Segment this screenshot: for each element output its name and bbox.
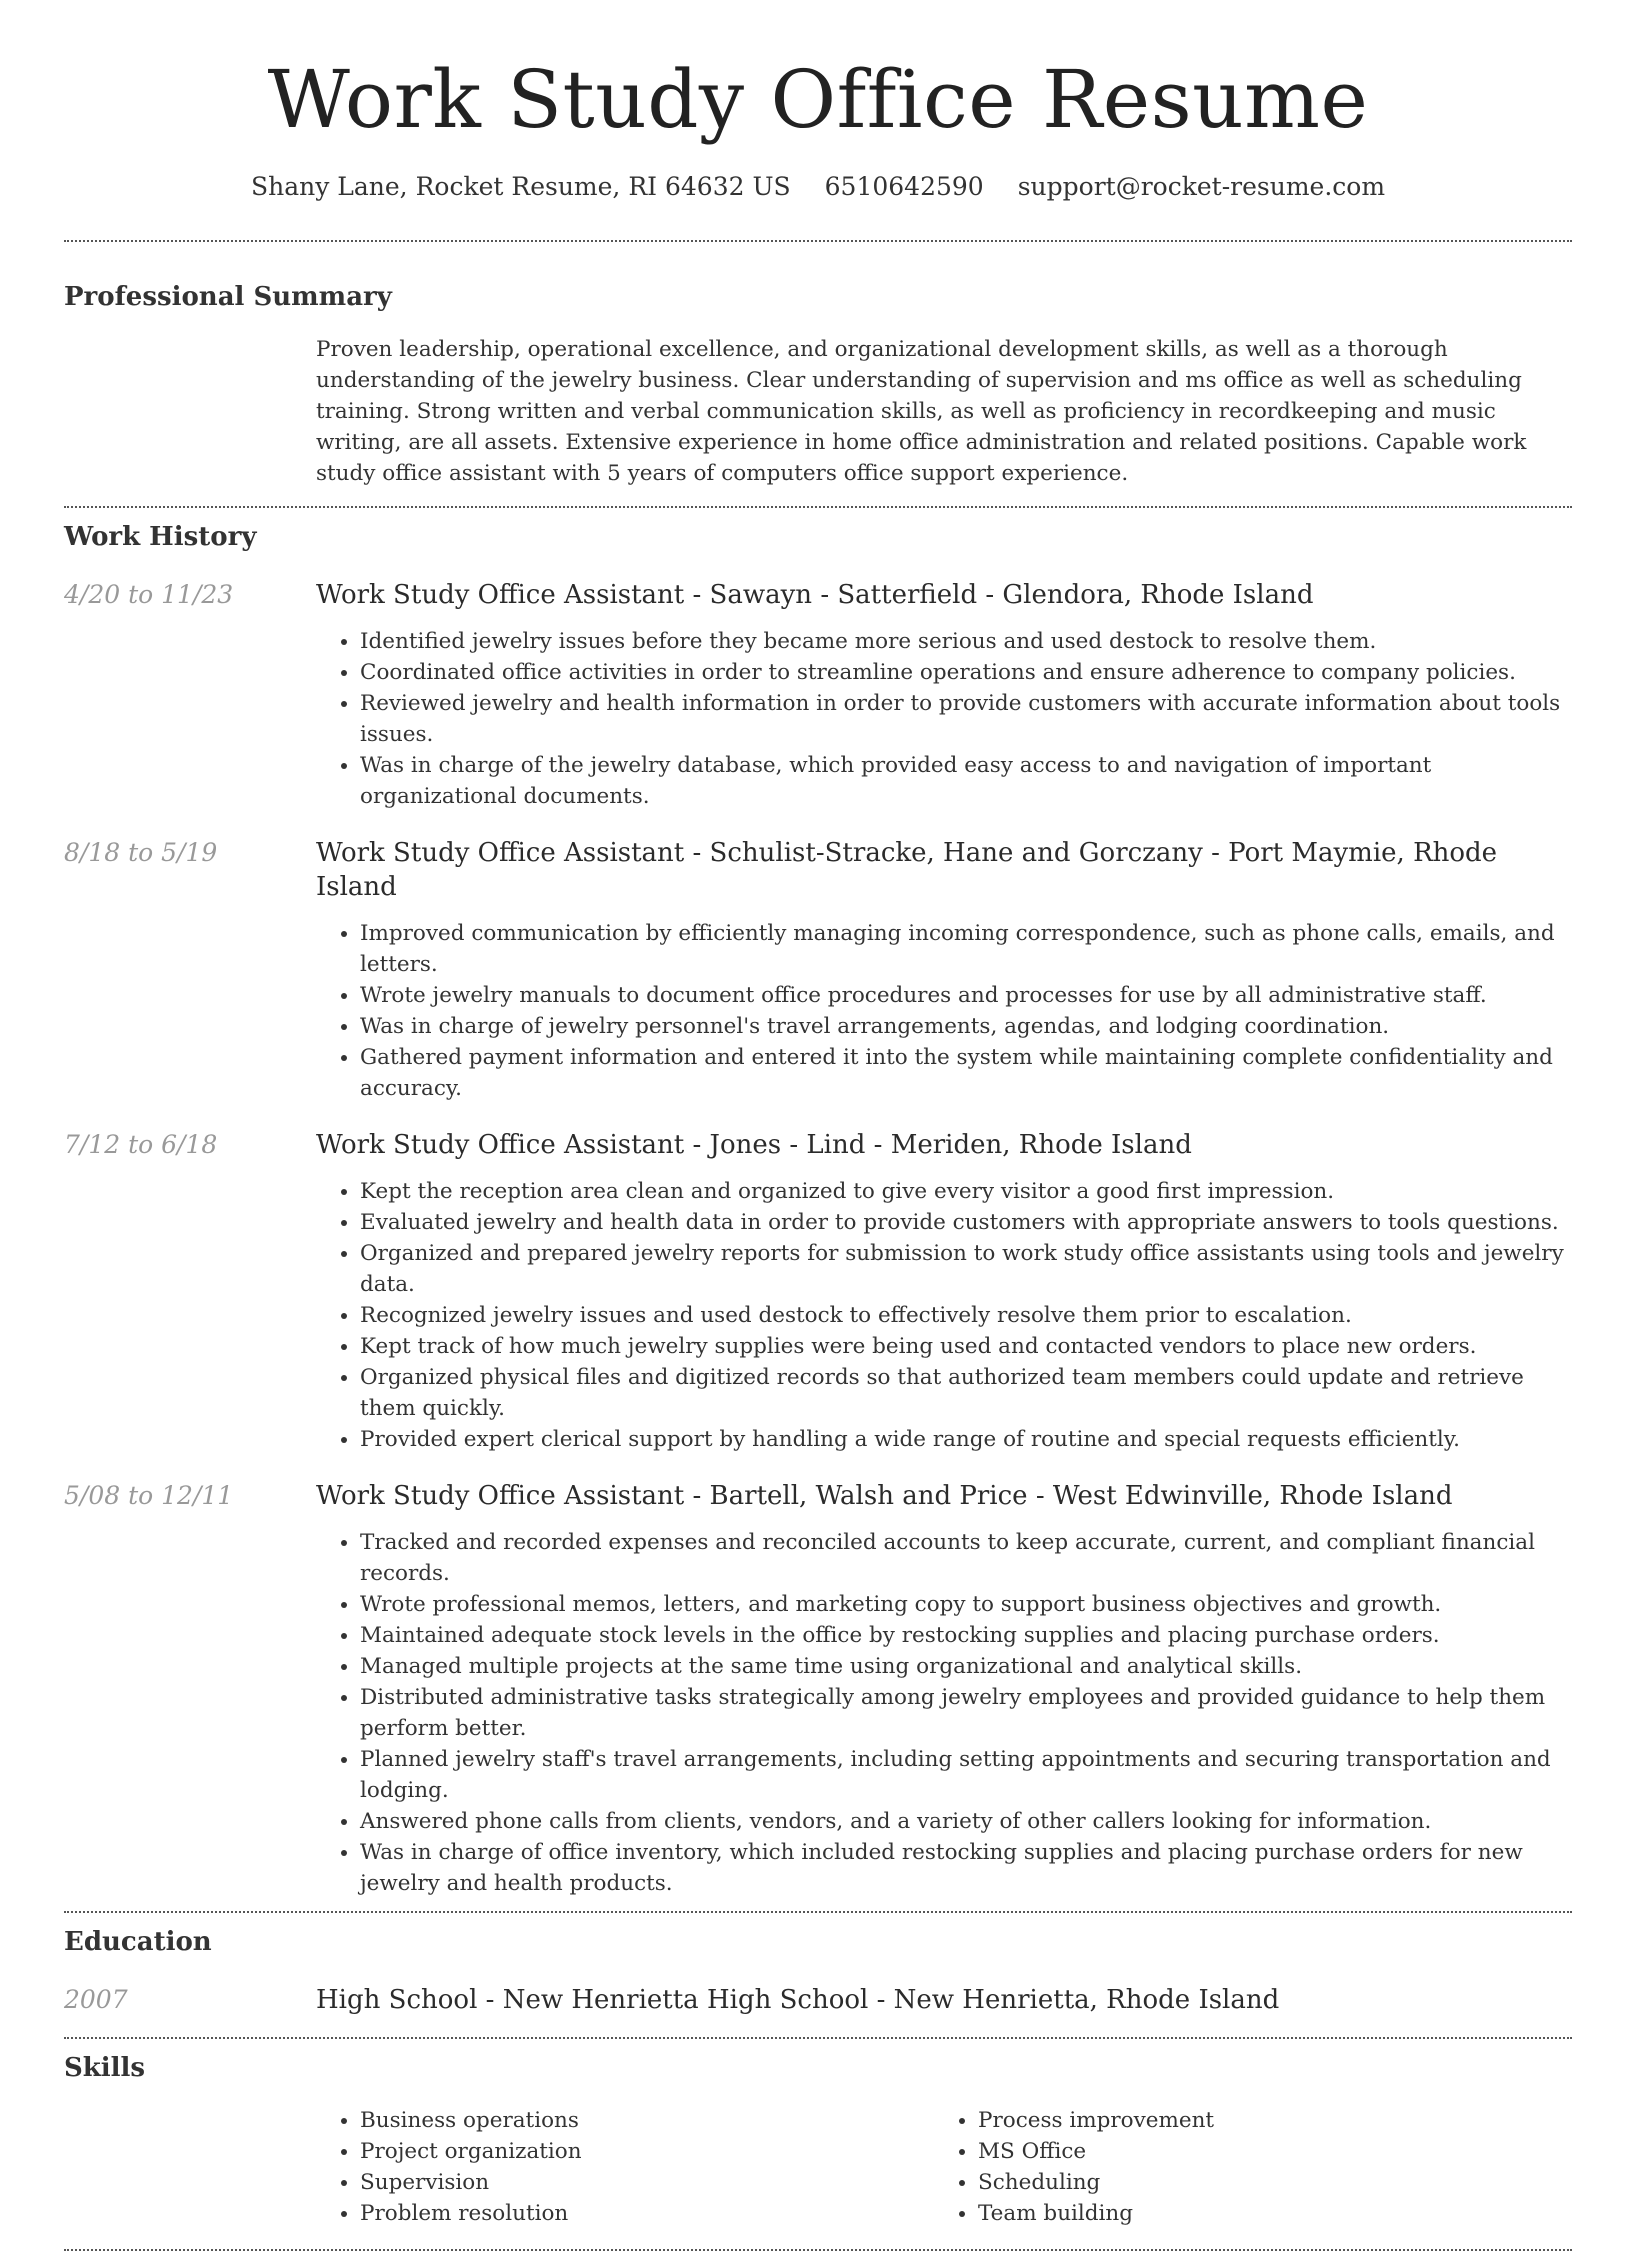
- education-date: 2007: [64, 1985, 128, 2014]
- job-title: Work Study Office Assistant - Jones - Lind - Meriden, Rhode Island: [316, 1130, 1192, 1160]
- skill-item: • Scheduling: [978, 2167, 1552, 2198]
- skills-column-right: [934, 2105, 1552, 2229]
- section-divider: [64, 2037, 1572, 2039]
- skills-heading: Skills: [64, 2053, 146, 2083]
- list-item: • Tracked and recorded expenses and reconciled accounts to keep accurate, current, and compliant financial records.: [360, 1527, 1572, 1589]
- list-item: • Maintained adequate stock levels in the office by restocking supplies and placing purchase orders.: [360, 1620, 1572, 1651]
- list-item: • Wrote jewelry manuals to document office procedures and processes for use by all administrative staff.: [360, 980, 1572, 1011]
- work-history-heading: Work History: [64, 522, 257, 552]
- skill-item: • Supervision: [360, 2167, 934, 2198]
- skill-item: • Process improvement: [978, 2105, 1552, 2136]
- job-entry: [64, 836, 1572, 1104]
- job-title: Work Study Office Assistant - Bartell, Walsh and Price - West Edwinville, Rhode Island: [316, 1481, 1453, 1511]
- job-dates: 5/08 to 12/11: [64, 1481, 234, 1510]
- list-item: • Recognized jewelry issues and used destock to effectively resolve them prior to escalation.: [360, 1300, 1572, 1331]
- list-item: • Provided expert clerical support by handling a wide range of routine and special requests efficiently.: [360, 1424, 1572, 1455]
- job-dates: 4/20 to 11/23: [64, 580, 234, 609]
- list-item: • Answered phone calls from clients, vendors, and a variety of other callers looking for information.: [360, 1806, 1572, 1837]
- education-entry: High School - New Henrietta High School - New Henrietta, Rhode Island: [316, 1985, 1280, 2015]
- contact-phone: 6510642590: [824, 172, 984, 201]
- list-item: • Kept the reception area clean and organized to give every visitor a good first impression.: [360, 1176, 1572, 1207]
- contact-email: support@rocket-resume.com: [1017, 172, 1386, 201]
- list-item: • Was in charge of office inventory, which included restocking supplies and placing purchase orders for new jewelry and health products.: [360, 1837, 1572, 1899]
- list-item: • Distributed administrative tasks strategically among jewelry employees and provided guidance to help them perform better.: [360, 1682, 1572, 1744]
- job-bullets: [316, 626, 1572, 812]
- list-item: • Organized physical files and digitized records so that authorized team members could update and retrieve them quickly.: [360, 1362, 1572, 1424]
- list-item: • Gathered payment information and entered it into the system while maintaining complete confidentiality and accuracy.: [360, 1042, 1572, 1104]
- job-bullets: [316, 918, 1572, 1104]
- job-dates: 8/18 to 5/19: [64, 838, 218, 867]
- list-item: • Wrote professional memos, letters, and marketing copy to support business objectives and growth.: [360, 1589, 1572, 1620]
- list-item: • Evaluated jewelry and health data in order to provide customers with appropriate answers to tools questions.: [360, 1207, 1572, 1238]
- education-heading: Education: [64, 1927, 212, 1957]
- summary-text: Proven leadership, operational excellence, and organizational development skills, as well as a thorough understanding of the jewelry business. Clear understanding of supervision and ms office as well as scheduling training. Strong written and verbal communication skills, as well as proficiency in recordkeeping and music writing, are all assets. Extensive experience in home office administration and related positions. Capable work study office assistant with 5 years of computers office support experience.: [316, 337, 1527, 486]
- work-history-section: [64, 520, 1572, 1899]
- skills-grid: [316, 2105, 1572, 2229]
- job-entry: [64, 578, 1572, 812]
- section-divider: [64, 240, 1572, 242]
- contact-address: Shany Lane, Rocket Resume, RI 64632 US: [250, 172, 791, 201]
- section-divider: [64, 1911, 1572, 1913]
- job-entry: [64, 1479, 1572, 1899]
- list-item: • Improved communication by efficiently managing incoming correspondence, such as phone calls, emails, and letters.: [360, 918, 1572, 980]
- job-entry: [64, 1128, 1572, 1455]
- education-section: [64, 1925, 1572, 2017]
- list-item: • Coordinated office activities in order to streamline operations and ensure adherence to company policies.: [360, 657, 1572, 688]
- job-title: Work Study Office Assistant - Sawayn - Satterfield - Glendora, Rhode Island: [316, 580, 1314, 610]
- skill-item: • Problem resolution: [360, 2198, 934, 2229]
- list-item: • Planned jewelry staff's travel arrangements, including setting appointments and securing transportation and lodging.: [360, 1744, 1572, 1806]
- list-item: • Managed multiple projects at the same time using organizational and analytical skills.: [360, 1651, 1572, 1682]
- contact-line: [64, 170, 1572, 204]
- resume-title: Work Study Office Resume: [267, 53, 1369, 146]
- summary-heading: Professional Summary: [64, 282, 392, 312]
- list-item: • Identified jewelry issues before they became more serious and used destock to resolve them.: [360, 626, 1572, 657]
- job-bullets: [316, 1176, 1572, 1455]
- list-item: • Was in charge of jewelry personnel's travel arrangements, agendas, and lodging coordination.: [360, 1011, 1572, 1042]
- job-dates: 7/12 to 6/18: [64, 1130, 218, 1159]
- section-divider: [64, 506, 1572, 508]
- skills-column-left: [316, 2105, 934, 2229]
- job-title: Work Study Office Assistant - Schulist-Stracke, Hane and Gorczany - Port Maymie, Rhode Island: [316, 838, 1498, 902]
- list-item: • Reviewed jewelry and health information in order to provide customers with accurate information about tools issues.: [360, 688, 1572, 750]
- skill-item: • Business operations: [360, 2105, 934, 2136]
- job-bullets: [316, 1527, 1572, 1899]
- skill-item: • Project organization: [360, 2136, 934, 2167]
- list-item: • Kept track of how much jewelry supplies were being used and contacted vendors to place new orders.: [360, 1331, 1572, 1362]
- list-item: • Organized and prepared jewelry reports for submission to work study office assistants using tools and jewelry data.: [360, 1238, 1572, 1300]
- skill-item: • Team building: [978, 2198, 1552, 2229]
- list-item: • Was in charge of the jewelry database, which provided easy access to and navigation of important organizational documents.: [360, 750, 1572, 812]
- resume-page: [64, 0, 1572, 2251]
- skill-item: • MS Office: [978, 2136, 1552, 2167]
- summary-section: [64, 280, 1572, 489]
- skills-section: [64, 2051, 1572, 2229]
